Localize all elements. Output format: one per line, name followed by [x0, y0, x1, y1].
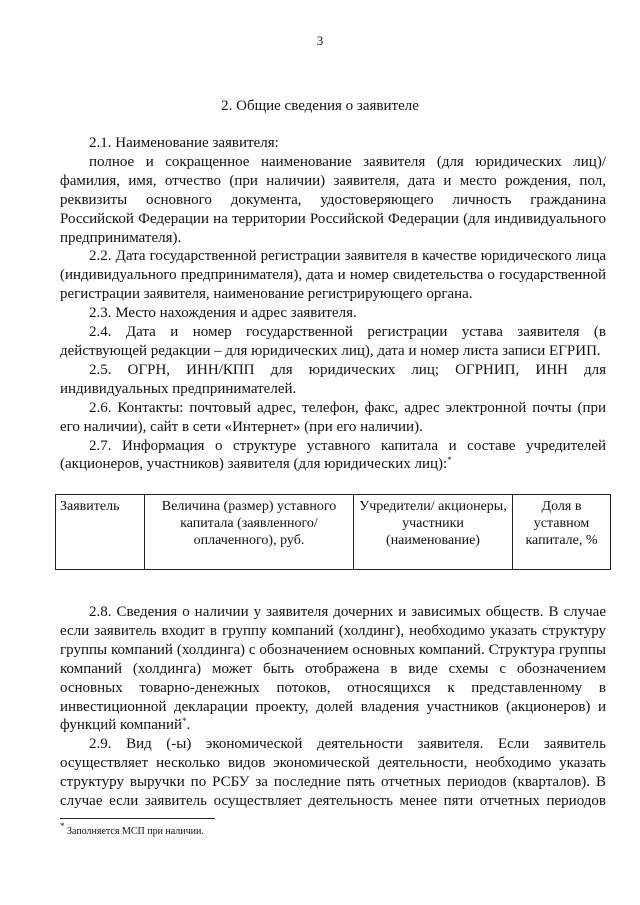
section-title: 2. Общие сведения о заявителе: [221, 98, 419, 114]
capital-structure-table: [55, 494, 611, 570]
paragraph-2-9: 2.9. Вид (-ы) экономической деятельности заявителя. Если заявитель осуществляет несколько видов экономической деятельности, необходимо указать структуру выручки по РСБУ за последние пять отчетных периодов (кварталов). В случае если заявитель осуществляет деятельность менее пяти отчетных периодов: [60, 736, 606, 810]
paragraph-2-7-text: 2.7. Информация о структуре уставного капитала и составе учредителей (акционеров, участников) заявителя (для юридических лиц):: [60, 437, 606, 473]
paragraph-2-6: 2.6. Контакты: почтовый адрес, телефон, факс, адрес электронной почты (при его наличии), сайт в сети «Интернет» (при его наличии).: [60, 399, 606, 435]
footnote-mark: *: [182, 716, 187, 727]
paragraph-2-4: 2.4. Дата и номер государственной регистрации устава заявителя (в действующей редакции – для юридических лиц), дата и номер листа записи ЕГРИП.: [60, 324, 606, 359]
footnote-mark: *: [60, 821, 65, 831]
paragraph-2-1: 2.1. Наименование заявителя:: [89, 135, 279, 151]
page-number: 3: [316, 33, 324, 48]
paragraph-2-5: 2.5. ОГРН, ИНН/КПП для юридических лиц; ОГРНИП, ИНН для индивидуальных предпринимателей.: [60, 361, 606, 397]
table-header-row: [56, 495, 611, 570]
footnote-divider: [60, 818, 215, 819]
footnote-text: Заполняется МСП при наличии.: [67, 826, 204, 837]
col-header-capital-size: Величина (размер) уставного капитала (заявленного/ оплаченного), руб.: [145, 495, 354, 570]
section-body-top: [60, 134, 606, 474]
section-body-bottom: [60, 603, 606, 811]
paragraph-2-3: 2.3. Место нахождения и адрес заявителя.: [89, 305, 357, 322]
col-header-applicant: Заявитель: [56, 495, 145, 570]
paragraph-2-2: 2.2. Дата государственной регистрации заявителя в качестве юридического лица (индивидуального предпринимателя), дата и номер свидетельства о государственной регистрации заявителя, наименование регистрирующего органа.: [60, 248, 606, 303]
col-header-founders: Учредители/ акционеры, участники (наименование): [354, 495, 513, 570]
col-header-share: Доля в уставном капитале, %: [513, 495, 611, 570]
paragraph-2-8-text: 2.8. Сведения о наличии у заявителя дочерних и зависимых обществ. В случае если заявитель входит в группу компаний (холдинг), необходимо указать структуру группы компаний (холдинга) с обозначением основных компаний. Структура группы компаний (холдинга) может быть отображена в виде схемы с обозначением основных товарно-денежных потоков, относящихся к представленному в инвестиционной декларации проекту, долей владения участников (акционеров) и функций компаний: [60, 604, 606, 734]
paragraph-2-7: [60, 437, 606, 475]
paragraph-2-1-body: полное и сокращенное наименование заявителя (для юридических лиц)/ фамилия, имя, отчество (при наличии) заявителя, дата и место рождения, пол, реквизиты основного документа, удостоверяющего личность гражданина Российской Федерации на территории Российской Федерации (для индивидуального предпринимателя).: [60, 153, 606, 246]
paragraph-2-8: 2.8. Сведения о наличии у заявителя дочерних и зависимых обществ. В случае если заявитель входит в группу компаний (холдинг), необходимо указать структуру группы компаний (холдинга) с обозначением основных компаний. Структура группы компаний (холдинга) может быть отображена в виде схемы с обозначением основных товарно-денежных потоков, относящихся к представленному в инвестиционной декларации проекту, долей владения участников (акционеров) и функций компаний*.: [60, 604, 606, 734]
footnote-mark: *: [447, 455, 452, 466]
footnote: [60, 821, 204, 837]
